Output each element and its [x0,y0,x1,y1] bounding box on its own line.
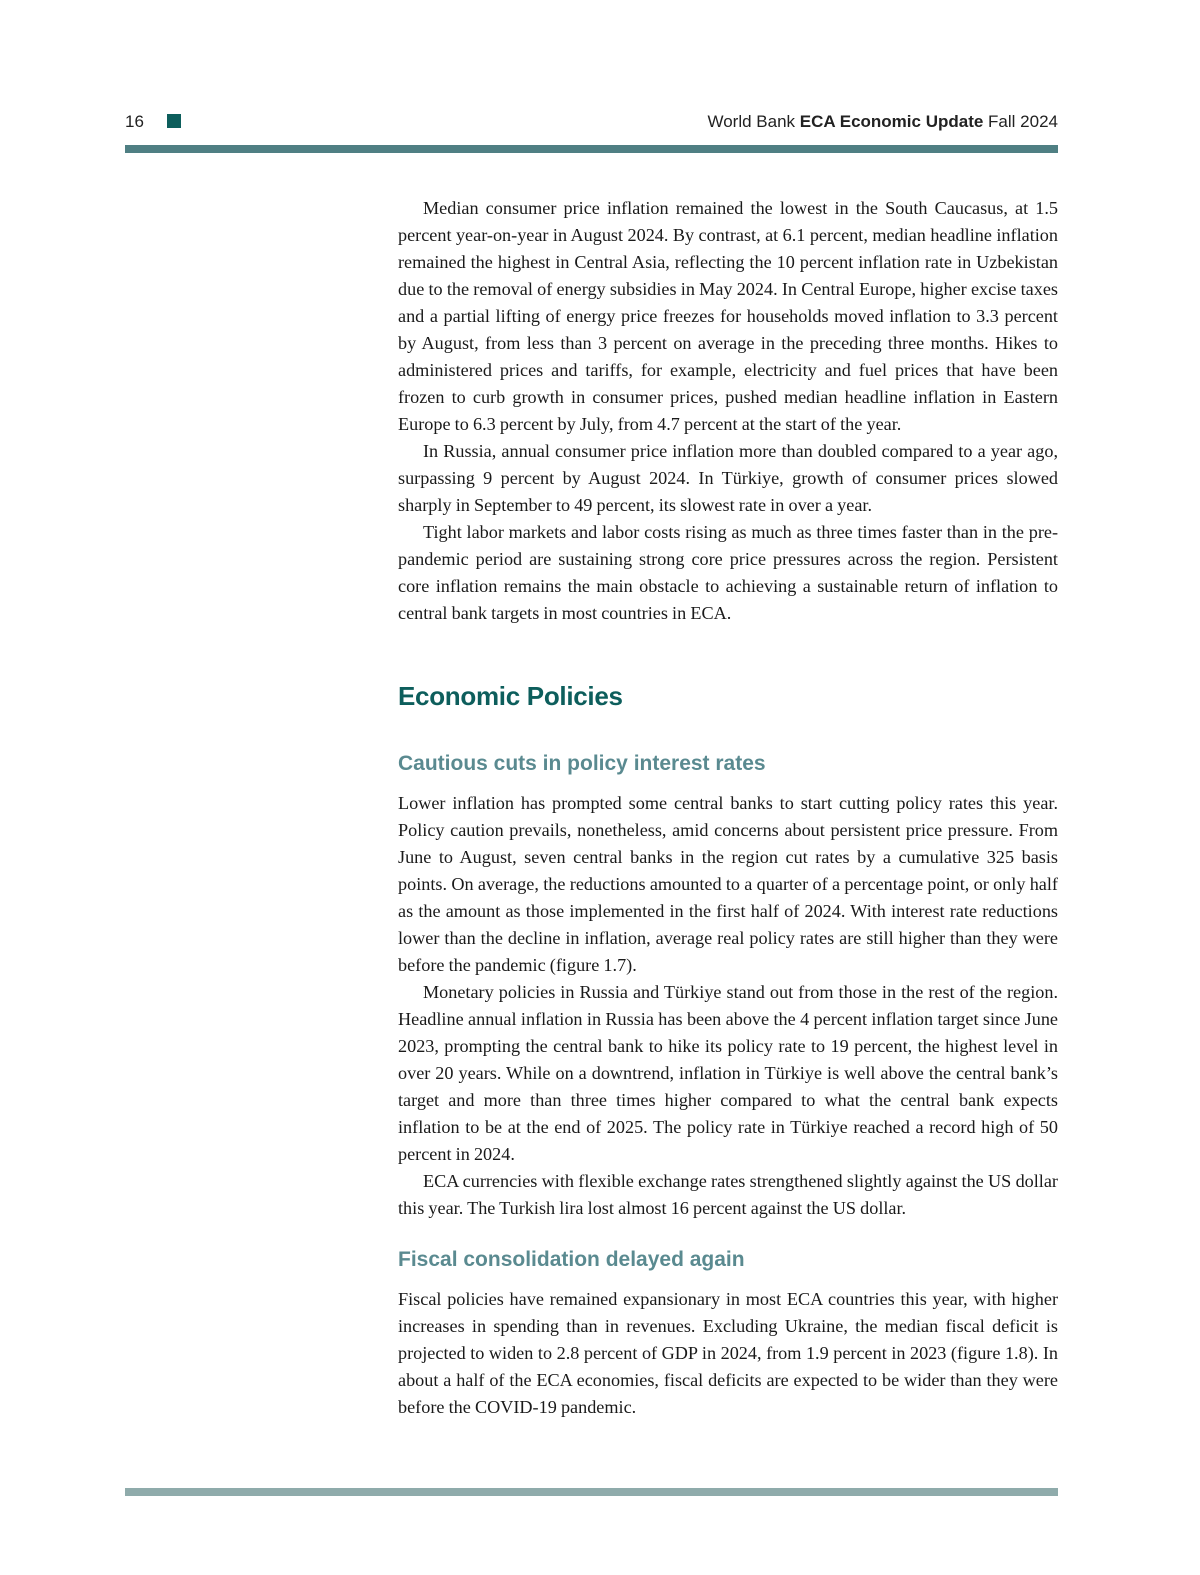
paragraph: Median consumer price inflation remained the lowest in the South Caucasus, at 1.5 percent year-on-year in August 2024. By contrast, at 6.1 percent, median headline inflation remained the highest in Central Asia, reflecting the 10 percent inflation rate in Uzbekistan due to the removal of energy subsidies in May 2024. In Central Europe, higher excise taxes and a partial lifting of energy price freezes for households moved inflation to 3.3 percent by August, from less than 3 percent on average in the preceding three months. Hikes to administered prices and tariffs, for example, electricity and fuel prices that have been frozen to curb growth in consumer prices, pushed median headline inflation in Eastern Europe to 6.3 percent by July, from 4.7 percent at the start of the year. [398,198,1058,434]
header-rule [125,145,1058,153]
running-head-prefix: World Bank [707,112,800,131]
page-marker-square [167,114,181,128]
paragraph: Lower inflation has prompted some central banks to start cutting policy rates this year. Policy caution prevails, nonetheless, amid concerns about persistent price pressure. From June to August, seven central banks in the region cut rates by a cumulative 325 basis points. On average, the reductions amounted to a quarter of a percentage point, or only half as the amount as those implemented in the first half of 2024. With interest rate reductions lower than the decline in inflation, average real policy rates are still higher than they were before the pandemic (figure 1.7). [398,793,1058,975]
running-head-title: ECA Economic Update [799,112,984,131]
main-content [398,195,1058,1421]
running-head-suffix: Fall 2024 [983,112,1058,131]
section-title: Economic Policies [398,681,623,711]
page-header [125,108,1058,138]
subsection-title: Cautious cuts in policy interest rates [398,752,766,775]
running-head [707,112,1058,132]
paragraph: Tight labor markets and labor costs rising as much as three times faster than in the pre-pandemic period are sustaining strong core price pressures across the region. Persistent core inflation remains the main obstacle to achieving a sustainable return of inflation to central bank targets in most countries in ECA. [398,522,1058,623]
paragraph: Fiscal policies have remained expansionary in most ECA countries this year, with higher increases in spending than in revenues. Excluding Ukraine, the median fiscal deficit is projected to widen to 2.8 percent of GDP in 2024, from 1.9 percent in 2023 (figure 1.8). In about a half of the ECA economies, fiscal deficits are expected to be wider than they were before the COVID-19 pandemic. [398,1289,1058,1417]
page-number: 16 [125,112,144,131]
paragraph: In Russia, annual consumer price inflation more than doubled compared to a year ago, surpassing 9 percent by August 2024. In Türkiye, growth of consumer prices slowed sharply in September to 49 percent, its slowest rate in over a year. [398,441,1058,515]
paragraph: ECA currencies with flexible exchange rates strengthened slightly against the US dollar this year. The Turkish lira lost almost 16 percent against the US dollar. [398,1171,1058,1218]
subsection-title: Fiscal consolidation delayed again [398,1248,745,1271]
footer-rule [125,1488,1058,1496]
paragraph: Monetary policies in Russia and Türkiye stand out from those in the rest of the region. Headline annual inflation in Russia has been above the 4 percent inflation target since June 2023, prompting the central bank to hike its policy rate to 19 percent, the highest level in over 20 years. While on a downtrend, inflation in Türkiye is well above the central bank’s target and more than three times higher compared to what the central bank expects inflation to be at the end of 2025. The policy rate in Türkiye reached a record high of 50 percent in 2024. [398,982,1058,1164]
